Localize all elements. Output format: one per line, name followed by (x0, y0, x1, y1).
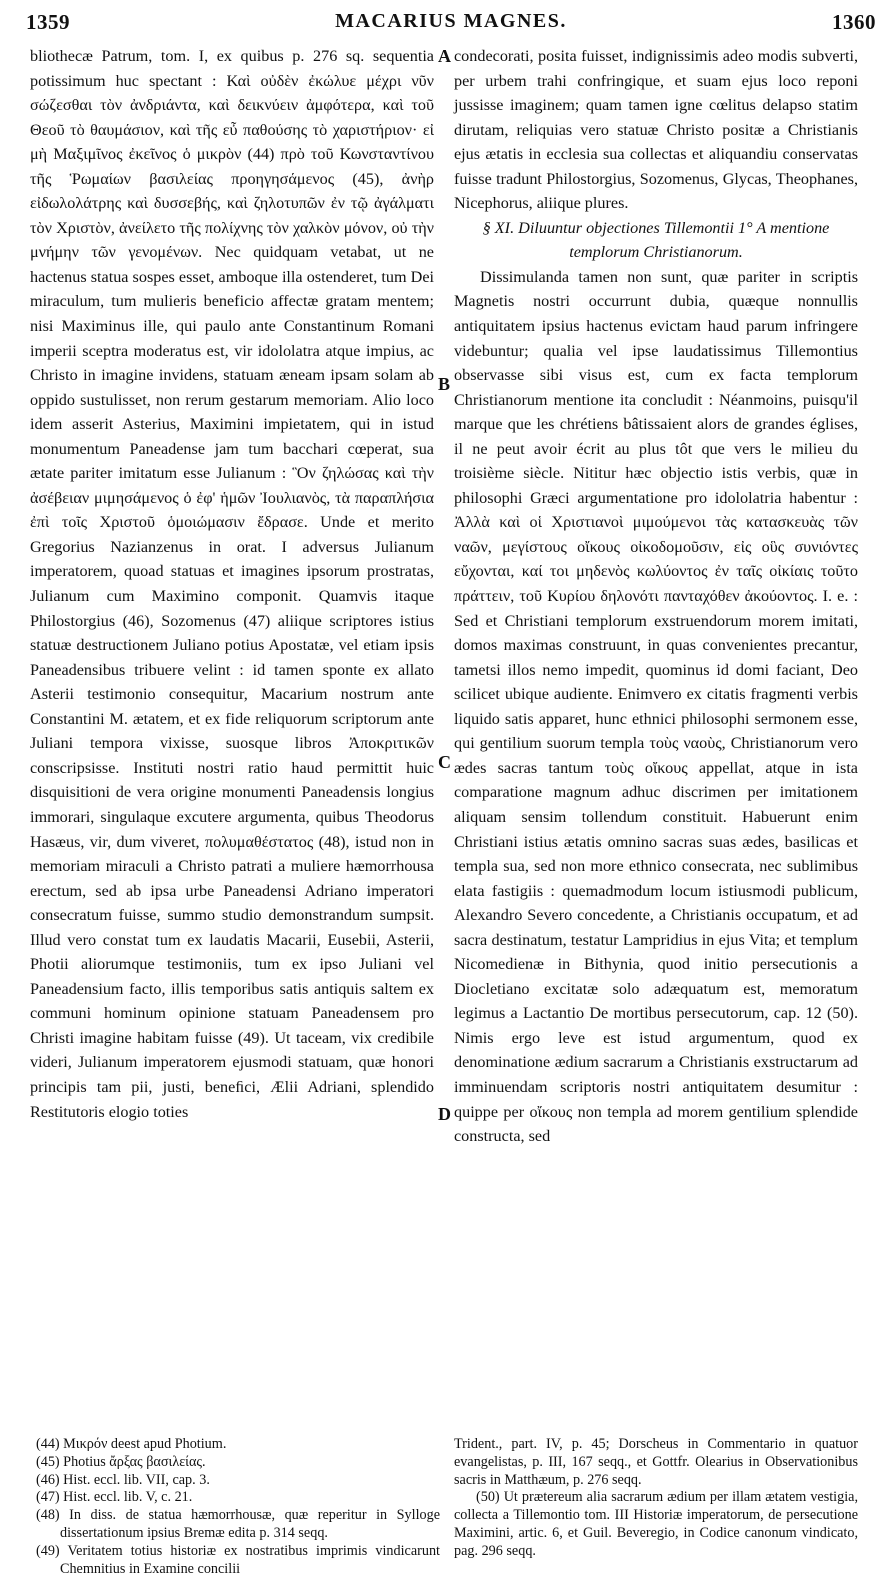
section-heading (454, 216, 858, 265)
page-number-right: 1360 (832, 10, 876, 34)
footnote-44: (44) Μικρόν deest apud Photium. (36, 1436, 227, 1452)
page-number-left: 1359 (26, 10, 70, 34)
running-title: MACARIUS MAGNES. (335, 10, 567, 32)
footnote-46: (46) Hist. eccl. lib. VII, cap. 3. (36, 1471, 210, 1488)
footnotes-right (454, 1436, 858, 1561)
margin-letter-a: A (438, 46, 451, 66)
right-paragraph-2: Dissimulanda tamen non sunt, quæ pariter in scriptis Magnetis nostri occurrunt dubia, quæque nonnullis antiquitatem ipsius hactenus evictam haud parum infringere videbuntur; qualia vel ipse laudatissimus Tillemontius observasse sibi visus est, cum ex facta templorum Christianorum mentione ita concludit : Néanmoins, puisqu'il marque que les chrétiens bâtissaient alors de grandes églises, il ne peut avoir écrit au plus tôt que vers le milieu du troisième siècle. Nititur hæc objectio istis verbis, quæ in philosophi Græci argumentatione pro idololatria habentur : Ἀλλὰ καὶ οἱ Χριστιανοὶ μιμούμενοι τὰς κατασκευὰς τῶν ναῶν, μεγίστους οἴκους οἰκοδομοῦσιν, εἰς οὓς συνιόντες εὔχονται, καί τοι μηδενὸς κωλύοντος ἐν ταῖς οἰκίαις τοῦτο πράττειν, τοῦ Κυρίου δηλονότι πανταχόθεν ἀκούοντος. I. e. : Sed et Christiani templorum exstruendorum morem imitati, domos maximas construunt, in quas convenientes precantur, tametsi illos nemo impedit, quominus id domi faciant, Deo scilicet ubique audiente. Enimvero ex citatis fragmenti verbis liquido satis apparet, hunc ethnici philosophi sermonem esse, qui gentilium suorum templa τοὺς ναοὺς, Christianorum vero ædes sacras tantum τοὺς οἴκους appellat, atque in ista comparatione magnum adhuc discrimen per imitationem aliquam sensim tollendum constituit. Habuerunt enim Christiani istius ætatis omnino sacras suas ædes, basilicas et templa sua, sed non more ethnico consecrata, nec sublimibus elata fastigiis : quemadmodum locum istiusmodi publicum, Alexandro Severo concedente, a Christianis occupatum, et ad sacra destinatum, testatur Lampridius in ejus Vita; et templum Nicomedienæ in Bithynia, quod initio persecutionis a Diocletiano excitatæ solo adæquatum est, memoratum legimus a Lactantio De mortibus persecutorum, cap. 12 (50). Nimis ergo leve est istud argumentum, quod ex denominatione ædium sacrarum a Christianis exstructarum ad imminuendam scriptoris nostri antiquitatem desumitur : quippe per οἴκους non templa ad morem gentilium splendide constructa, sed (454, 267, 858, 1146)
footnote-50: (50) Ut prætereum alia sacrarum ædium per illam ætatem vestigia, collecta a Tillemontio tom. III Historiæ imperatorum, de persecutione Maximini, artic. 6, et Guil. Beveregio, in Codice canonum vindicato, pag. 296 seqq. (454, 1489, 858, 1559)
left-paragraph-1: bliothecæ Patrum, tom. I, ex quibus p. 276 sq. sequentia potissimum huc spectant : Καὶ οὐδὲν ἐκώλυε μέχρι νῦν σώζεσθαι τὸν ἀνδριάντα, καὶ δεικνύειν ἀμφότερα, καὶ τοῦ Θεοῦ τὸ θαυμάσιον, καὶ τῆς εὖ παθούσης τὸ χαριστήριον· εἰ μὴ Μαξιμῖνος ἐκεῖνος ὁ μικρὸν (44) πρὸ τοῦ Κωνσταντίνου τῆς Ῥωμαίων βασιλείας προηγησάμενος (45), ἀνὴρ εἰδωλολάτρης καὶ δυσσεβής, καὶ ζηλοτυπῶν ἐν τῷ ἀγάλματι τὸν Χριστὸν, ἀνείλετο τῆς πολίχνης τὸν χαλκὸν μόνον, οὐ τὴν μνήμην τῶν γενομένων. Nec quidquam vetabat, ut ne hactenus statua sospes esset, amboque illa ostenderet, tum Dei miraculum, tum mulieris beneficio affectæ gratam mentem; nisi Maximinus ille, qui paulo ante Constantinum Romani imperii sceptra moderatus est, vir idololatra atque impius, ac Christo in imagine invidens, statuam æneam ipsam solam ab oppido sustulisset, non rerum gestarum memoriam. Alio loco idem asserit Asterius, Maximini impietatem, qui in istud monumentum Paneadense jam tum bacchari cœperat, sua ætate pariter imitatum esse Julianum : Ὃν ζηλώσας καὶ τὴν ἀσέβειαν μιμησάμενος ὁ ἐφ' ἡμῶν Ἰουλιανὸς, τὰ παραπλήσια ἐπὶ τοῖς Χριστοῦ ὁμοιώμασιν ἔδρασε. Unde et merito Gregorius Nazianzenus in orat. I adversus Julianum imperatorem, quoad statuas et imagines ipsorum prostratas, Julianum cum Maximino componit. Quamvis itaque Philostorgius (46), Sozomenus (47) aliique scriptores istius statuæ destructionem Juliano potius Apostatæ, vel etiam ipsis Paneadensibus tribuere velint : id tamen sponte ex allato Asterii testimonio consequitur, Macarium nostrum ante Constantini M. ætatem, et ex fide reliquorum scriptorum ante Juliani tempora vixisse, suosque libros Ἀποκριτικῶν conscripsisse. Instituti nostri ratio haud permittit huic disquisitioni de vera origine monumenti Paneadensis longius immorari, singulaque excutere argumenta, quibus Theodorus Hasæus, vir, dum viveret, πολυμαθέστατος (48), istud non in memoriam miraculi a Christo patrati a muliere hæmorrhousa erectum, sed ab ipsa urbe Paneadensi Adriano imperatori consecratum fuisse, summo studio demonstrandum sumpsit. Illud vero constat tum ex laudatis Macarii, Eusebii, Asterii, Photii aliorumque testimoniis, tum ex ipso Juliani vel Paneadensium facto, illis temporibus satis antiquis saltem ex communi hominum opinione statuam Paneadensem pro Christi imagine habitam fuisse (49). Ut taceam, vix credibile videri, Julianum imperatorem ejusmodi statuam, quæ honori principis tam pii, justi, beneﬁci, Ælii Adriani, splendido Restitutoris elogio toties (30, 47, 434, 1121)
right-paragraph-1: condecorati, posita fuisset, indignissimis adeo modis subverti, per urbem trahi confringique, et suam ejus loco reponi jussisse imaginem; quam tamen igne cœlitus delapso statim dirutam, reliquias vero statuæ Christo positæ a Christianis ejus ætatis in ecclesia sua collectas et aliquandiu conservatas fuisse tradunt Philostorgius, Sozomenus, Glycas, Theophanes, Nicephorus, aliique plures. (454, 47, 858, 213)
margin-letter-d: D (438, 1104, 451, 1124)
footnote-49: (49) Veritatem totius historiæ ex nostratibus imprimis vindicarunt Chemnitius in Examine concilii (36, 1542, 440, 1577)
footnotes-left (36, 1436, 440, 1578)
page-header (26, 10, 876, 40)
footnote-45: (45) Photius ἄρξας βασιλείας. (36, 1453, 206, 1470)
right-column (454, 44, 858, 1149)
left-column (30, 44, 434, 1124)
footnote-48: (48) In diss. de statua hæmorrhousæ, quæ reperitur in Sylloge dissertationum ipsius Bremæ edita p. 314 seqq. (36, 1507, 440, 1541)
margin-letter-b: B (438, 374, 451, 394)
footnote-49-continued: Trident., part. IV, p. 45; Dorscheus in Commentario in quatuor evangelistas, p. III, 167 seqq., et Gottfr. Olearius in Observationibus sacris in Matthæum, p. 276 seqq. (454, 1436, 858, 1488)
footnote-47: (47) Hist. eccl. lib. V, c. 21. (36, 1489, 193, 1506)
section-heading-text: § XI. Diluuntur objectiones Tillemontii 1° A mentione templorum Christianorum. (482, 218, 830, 262)
margin-letter-c: C (438, 752, 451, 772)
